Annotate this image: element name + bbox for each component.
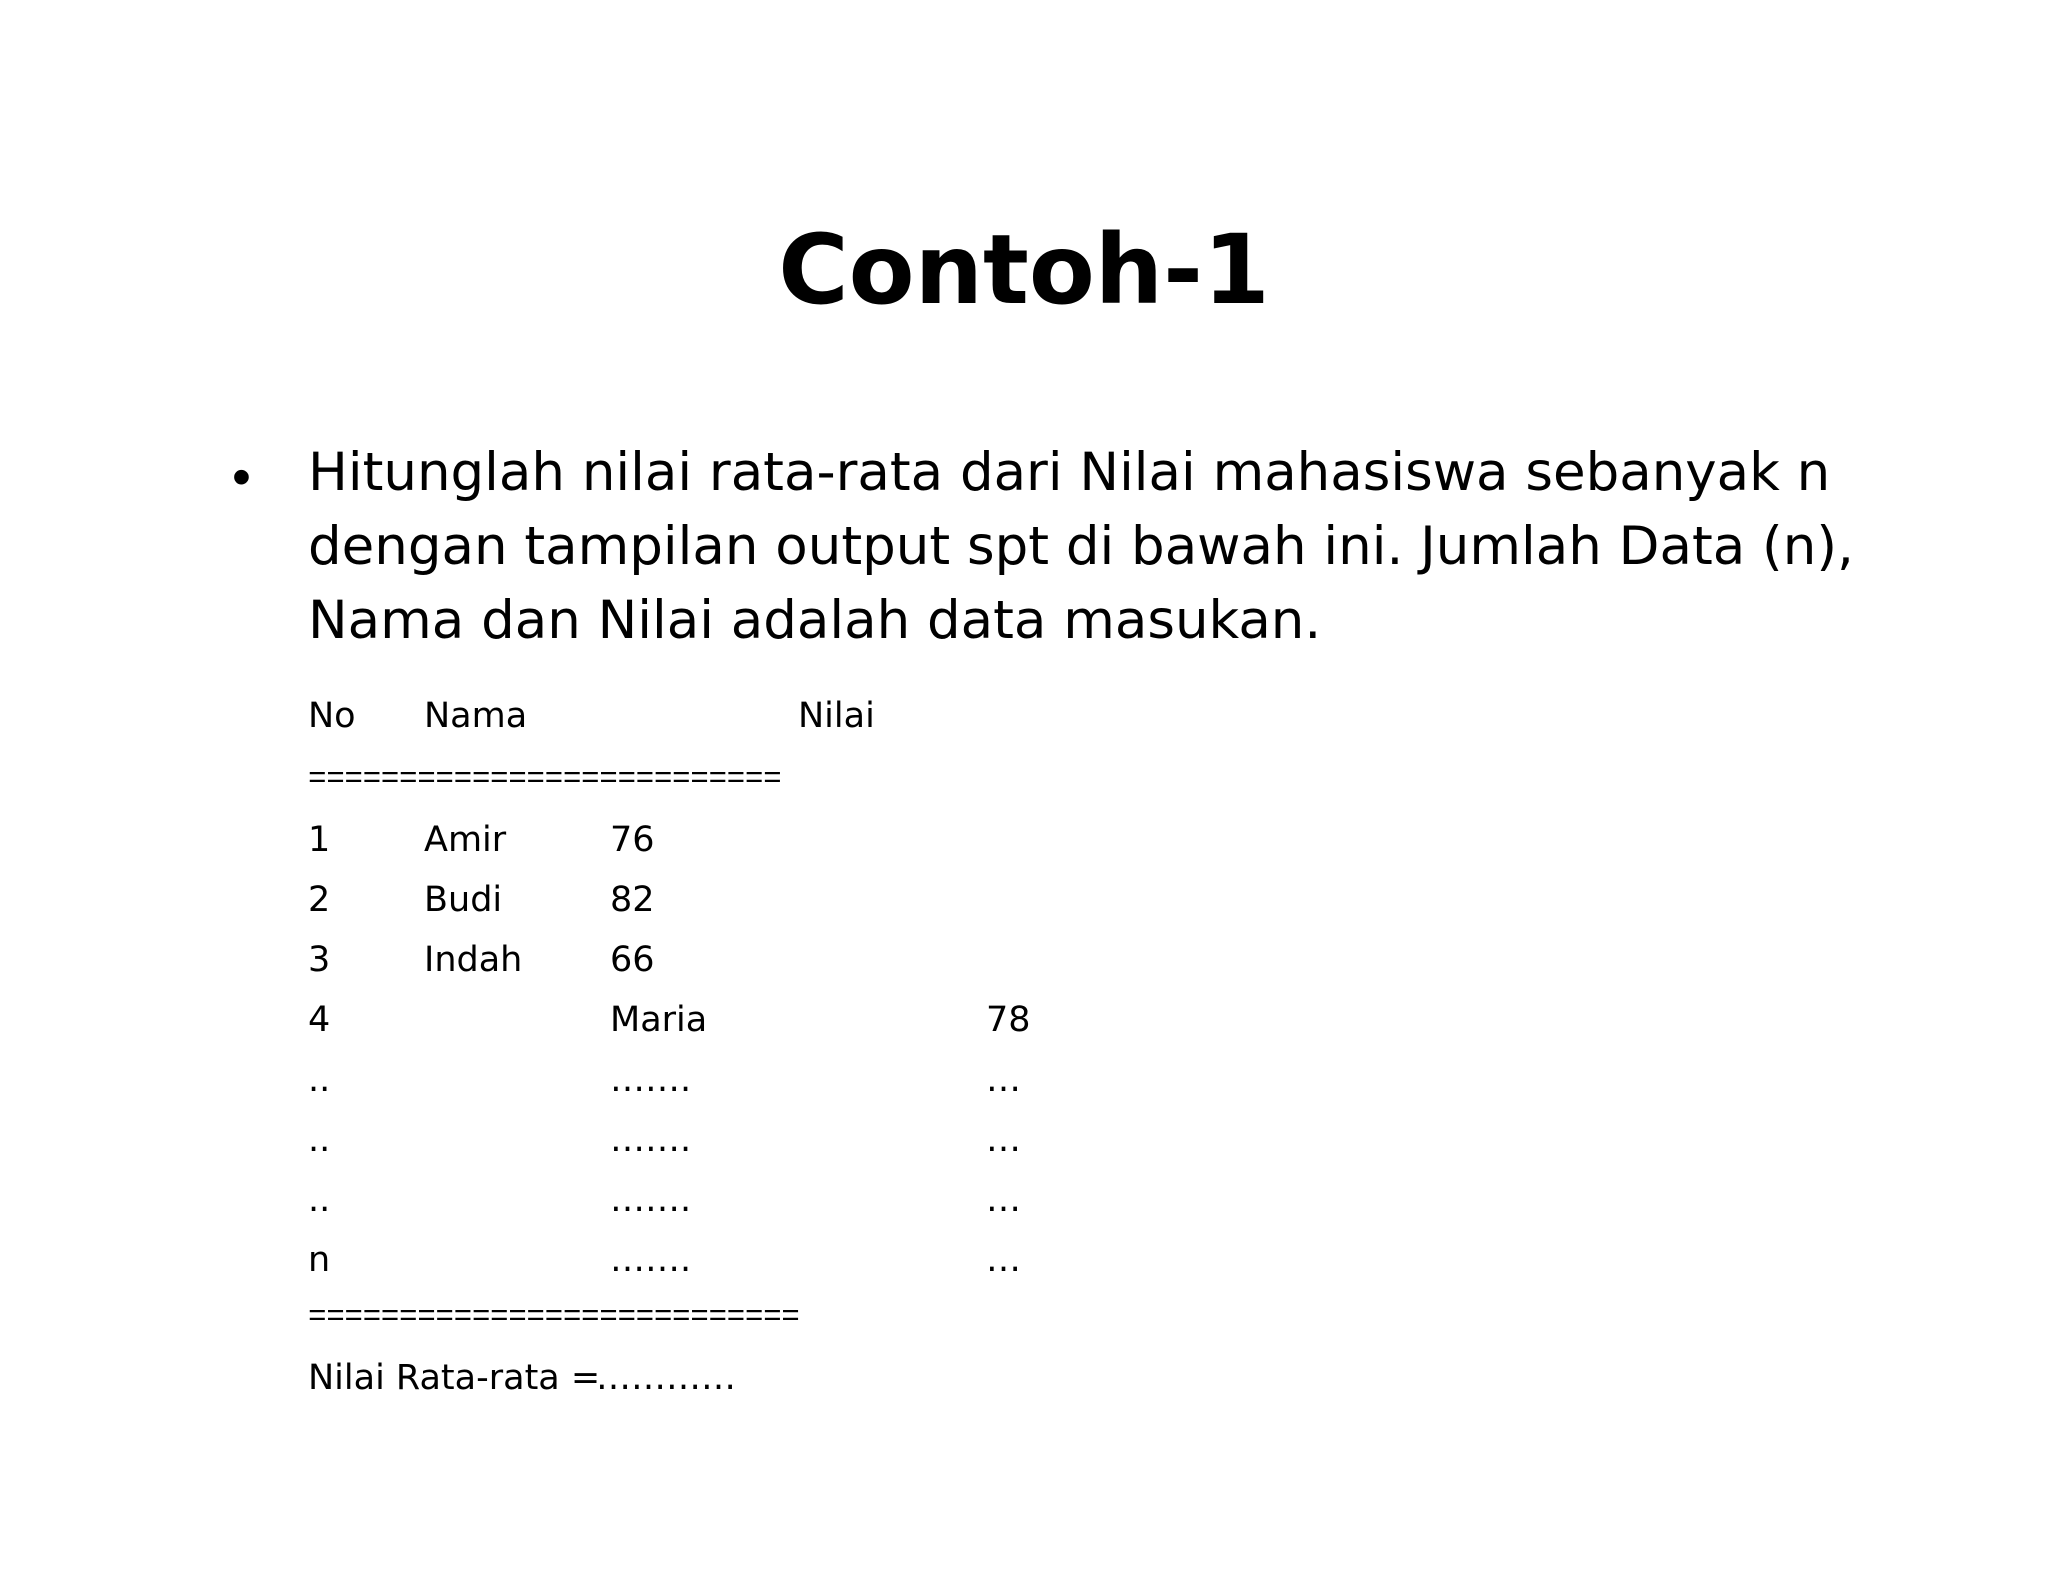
- slide-title: Contoh-1: [778, 214, 1270, 326]
- average-label: Nilai Rata-rata =: [308, 1358, 601, 1398]
- row-1-nama: Amir: [424, 820, 507, 860]
- row-8-nilai: …: [986, 1240, 1021, 1280]
- row-8-no: n: [308, 1240, 331, 1280]
- separator-bottom: ===========================: [308, 1300, 800, 1335]
- bullet-text: Hitunglah nilai rata-rata dari Nilai mahasiswa sebanyak n dengan tampilan output spt di bawah ini. Jumlah Data (n), Nama dan Nilai adalah data masukan.: [308, 442, 1854, 651]
- row-5-no: ..: [308, 1060, 331, 1100]
- row-2-nilai: 82: [610, 880, 655, 920]
- separator-top: ==========================: [308, 762, 782, 797]
- row-7-nilai: …: [986, 1180, 1021, 1220]
- row-8-nama: …….: [610, 1240, 692, 1280]
- row-7-no: ..: [308, 1180, 331, 1220]
- header-no: No: [308, 696, 356, 736]
- row-1-nilai: 76: [610, 820, 655, 860]
- row-1-no: 1: [308, 820, 331, 860]
- row-6-no: ..: [308, 1120, 331, 1160]
- row-5-nilai: …: [986, 1060, 1021, 1100]
- bullet-marker: •: [232, 447, 251, 507]
- row-7-nama: …….: [610, 1180, 692, 1220]
- row-4-nama: Maria: [610, 1000, 708, 1040]
- row-2-nama: Budi: [424, 880, 503, 920]
- row-5-nama: …….: [610, 1060, 692, 1100]
- row-3-nilai: 66: [610, 940, 655, 980]
- row-3-nama: Indah: [424, 940, 523, 980]
- row-2-no: 2: [308, 880, 331, 920]
- row-3-no: 3: [308, 940, 331, 980]
- row-6-nilai: …: [986, 1120, 1021, 1160]
- row-6-nama: …….: [610, 1120, 692, 1160]
- row-4-nilai: 78: [986, 1000, 1031, 1040]
- row-4-no: 4: [308, 1000, 331, 1040]
- header-nilai: Nilai: [798, 696, 875, 736]
- header-nama: Nama: [424, 696, 528, 736]
- average-value: …………: [596, 1358, 736, 1398]
